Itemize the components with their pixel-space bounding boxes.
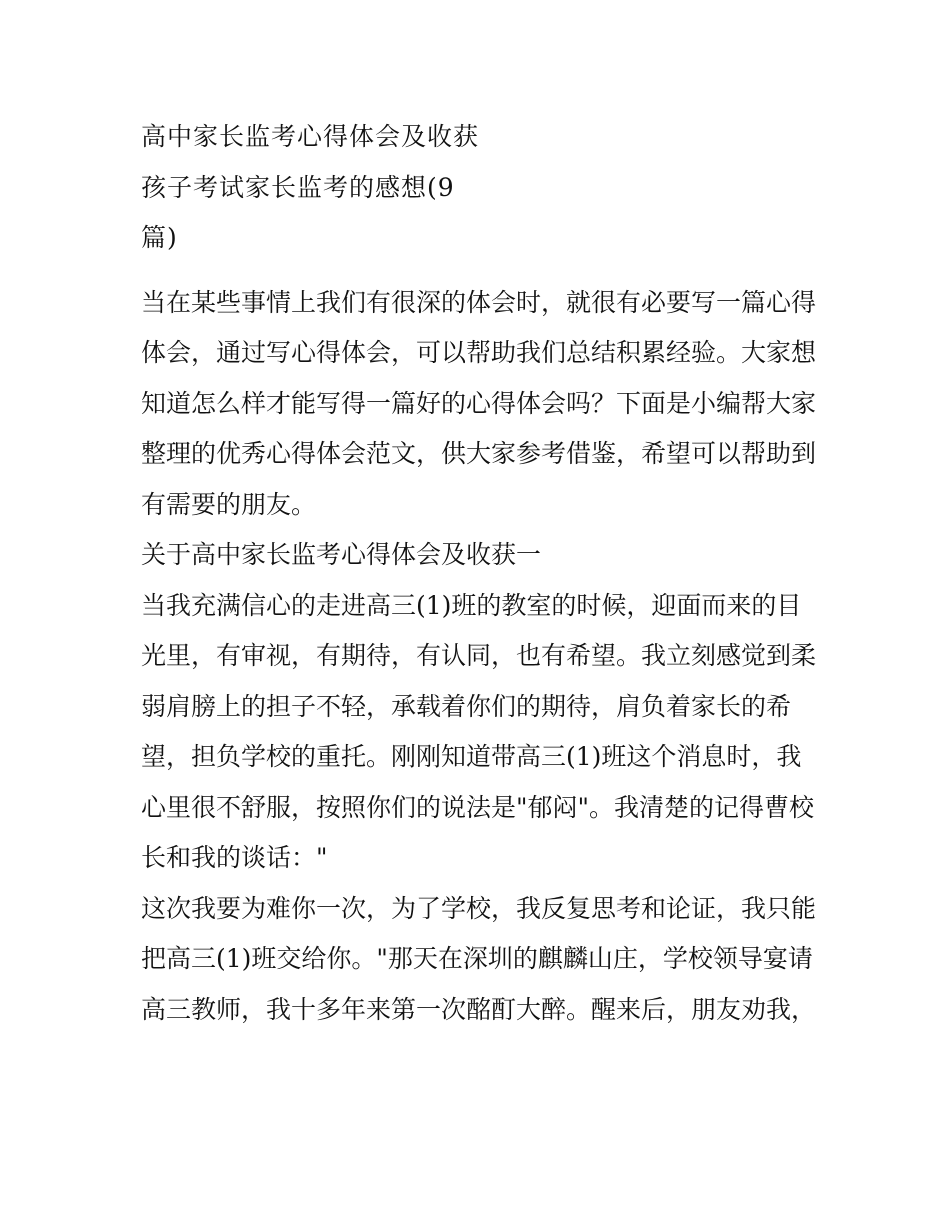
intro-line: 有需要的朋友。: [141, 489, 317, 519]
title-line: 篇): [141, 223, 178, 252]
paragraph-line: 长和我的谈话：": [141, 843, 328, 872]
paragraph-line: 当我充满信心的走进高三(1)班的教室的时候，迎面而来的目: [141, 590, 802, 620]
document-page: [141, 112, 821, 1035]
intro-line: 知道怎么样才能写得一篇好的心得体会吗？下面是小编帮大家: [141, 388, 817, 418]
intro-line: 整理的优秀心得体会范文，供大家参考借鉴，希望可以帮助到: [141, 439, 817, 468]
paragraph-line: 光里，有审视，有期待，有认同，也有希望。我立刻感觉到柔: [141, 641, 817, 670]
paragraph-line: 高三教师，我十多年来第一次酩酊大醉。醒来后，朋友劝我，: [141, 994, 817, 1024]
paragraph-line: 弱肩膀上的担子不轻，承载着你们的期待，肩负着家长的希: [141, 691, 792, 721]
title-line: 孩子考试家长监考的感想(9: [141, 172, 455, 202]
paragraph-line: 望，担负学校的重托。刚刚知道带高三(1)班这个消息时，我: [141, 742, 802, 771]
document-title: [141, 112, 821, 264]
intro-line: 当在某些事情上我们有很深的体会时，就很有必要写一篇心得: [141, 287, 817, 317]
intro-line: 体会，通过写心得体会，可以帮助我们总结积累经验。大家想: [141, 338, 817, 367]
paragraph-line: 把高三(1)班交给你。"那天在深圳的麒麟山庄，学校领导宴请: [141, 944, 813, 973]
paragraph-line: 这次我要为难你一次，为了学校，我反复思考和论证，我只能: [141, 893, 817, 923]
title-line: 高中家长监考心得体会及收获: [141, 122, 480, 151]
document-body: [141, 278, 821, 1036]
paragraph-line: 心里很不舒服，按照你们的说法是"郁闷"。我清楚的记得曹校: [141, 792, 815, 822]
section-heading: 关于高中家长监考心得体会及收获一: [141, 540, 542, 569]
